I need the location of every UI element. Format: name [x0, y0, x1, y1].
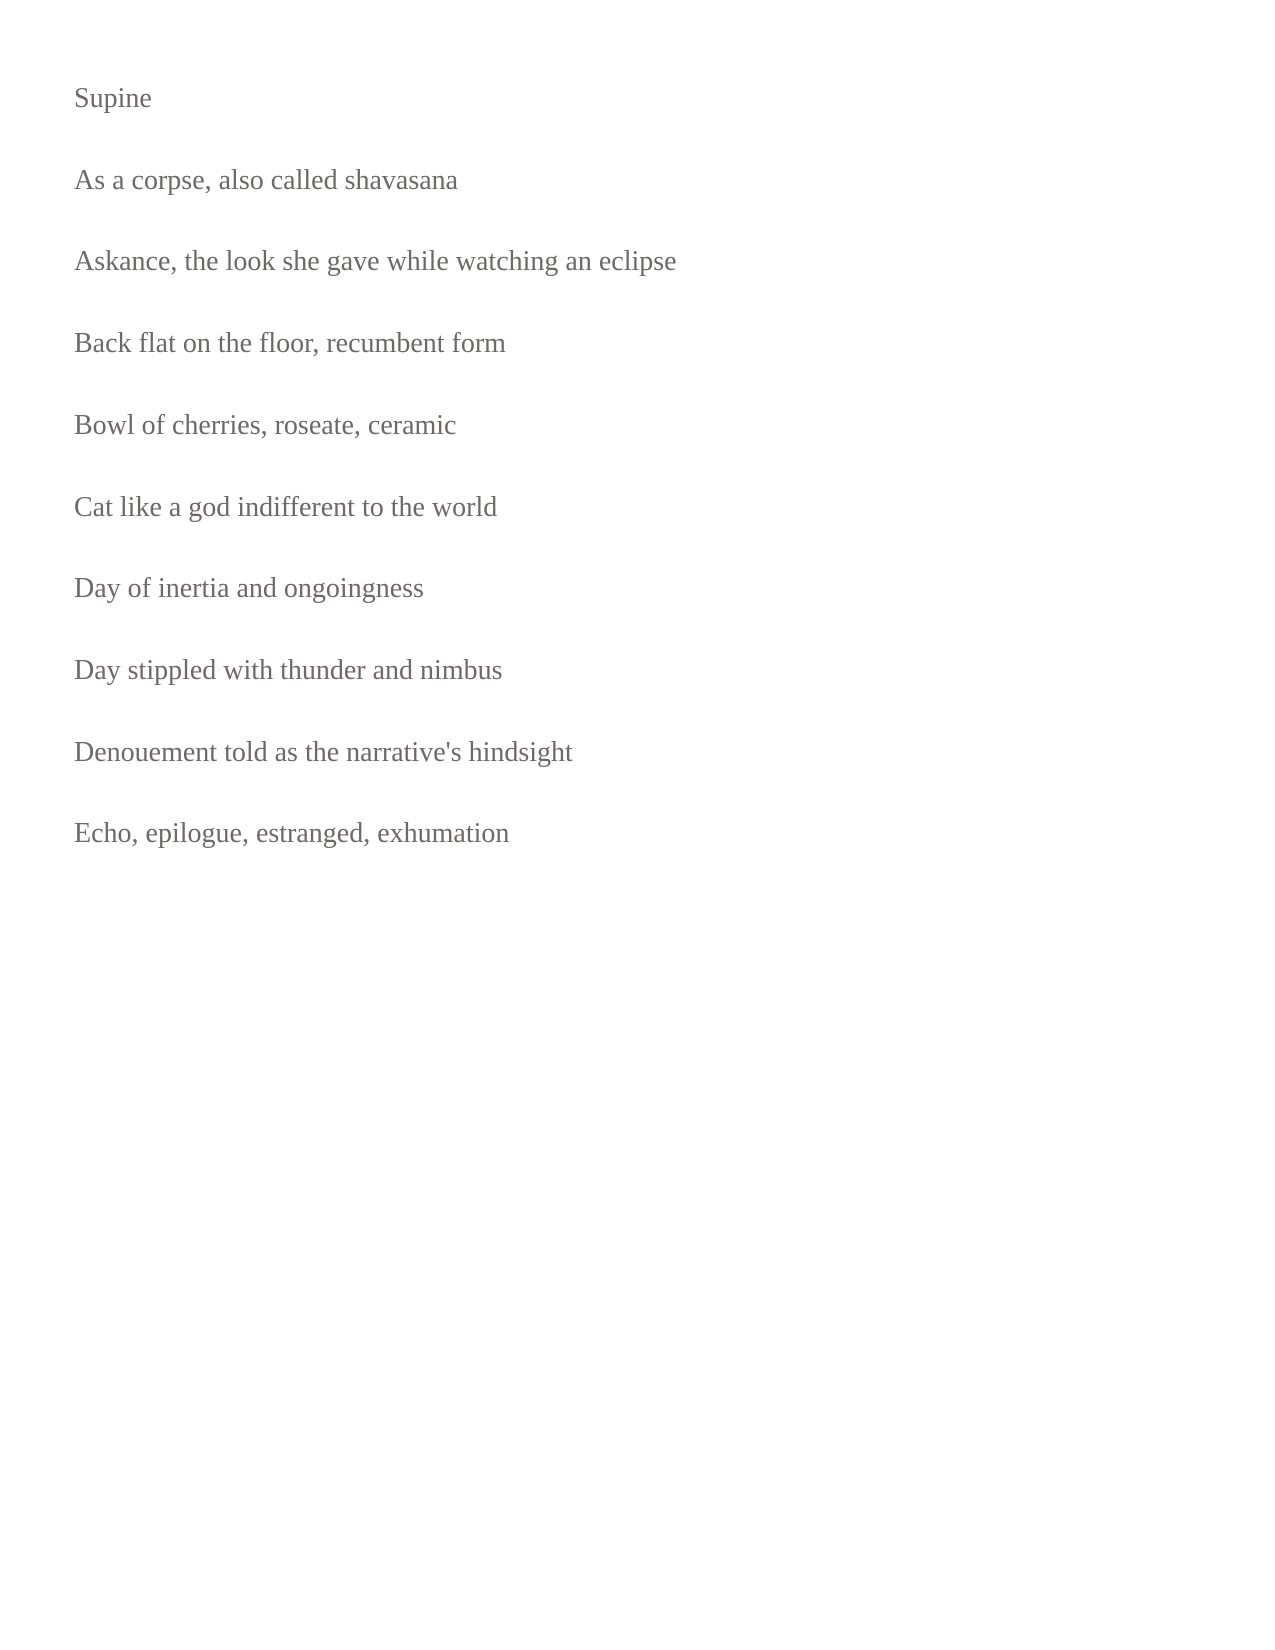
poem-line: Back flat on the floor, recumbent form	[74, 328, 506, 360]
document-page	[74, 58, 1201, 875]
poem-line: Cat like a god indifferent to the world	[74, 491, 498, 523]
poem-title-line: Supine	[74, 83, 152, 114]
poem-line: As a corpse, also called shavasana	[74, 164, 459, 196]
poem-line: Denouement told as the narrative's hindsight	[74, 736, 573, 768]
poem-line: Day stippled with thunder and nimbus	[74, 654, 503, 686]
poem-line: Day of inertia and ongoingness	[74, 573, 424, 605]
poem-line: Askance, the look she gave while watching an eclipse	[74, 246, 677, 278]
poem-line: Bowl of cherries, roseate, ceramic	[74, 409, 457, 441]
poem-line: Echo, epilogue, estranged, exhumation	[74, 818, 510, 850]
